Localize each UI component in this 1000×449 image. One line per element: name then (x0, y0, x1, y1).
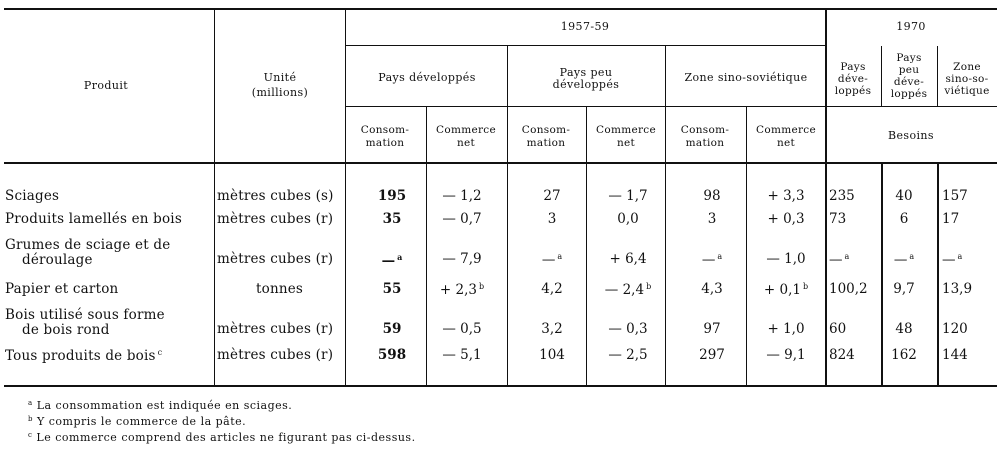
header-commerce-net: Commerce (436, 124, 496, 136)
header-group-sino: Zone sino-soviétique (684, 71, 808, 84)
vrule-produit (214, 8, 215, 386)
cell-n2: — 2,4 $^b$ (604, 282, 652, 298)
footnote-marker: b (478, 282, 485, 291)
header-1970-peu: peu (898, 64, 920, 76)
cell-n1: — 7,9 (442, 251, 482, 267)
row-product-label: Tous produits de bois $^c$ (5, 348, 163, 364)
footnote-marker: a (397, 252, 403, 262)
vrule-1957-mid2 (665, 45, 666, 386)
cell-b2: 162 (891, 347, 917, 363)
cell-b2: 48 (895, 321, 913, 337)
vrule-1957-mid1 (507, 45, 508, 386)
rule-period1-under (345, 45, 825, 46)
footnote-marker: c (157, 348, 163, 357)
header-besoins: Besoins (888, 129, 934, 142)
row-unit: mètres cubes (r) (217, 211, 334, 227)
footnote-marker: c (28, 431, 33, 439)
header-consommation: Consom- (680, 124, 730, 136)
header-1970-peu: loppés (890, 88, 928, 100)
cell-c3: 297 (699, 347, 725, 363)
vrule-1970 (825, 8, 827, 386)
cell-n2: — 0,3 (608, 321, 648, 337)
row-product-label: Produits lamellés en bois (5, 211, 182, 227)
header-1970-dev: loppés (834, 85, 872, 97)
cell-c1: 195 (377, 188, 407, 204)
cell-b2: 6 (899, 211, 909, 227)
row-product-label: Grumes de sciage et de (5, 237, 171, 253)
cell-c3: 98 (703, 188, 721, 204)
cell-b1: 824 (829, 347, 855, 363)
header-period-1970: 1970 (896, 20, 926, 33)
rule-groups-under (345, 106, 997, 107)
footnote-text: La consommation est indiquée en sciages. (36, 399, 293, 412)
footnote-marker: a (28, 399, 33, 407)
cell-n3: + 1,0 (767, 321, 805, 337)
vrule-b1-head (881, 46, 882, 107)
cell-c3: 3 (707, 211, 717, 227)
cell-n3: — 1,0 (766, 251, 806, 267)
row-product-label: Papier et carton (5, 281, 119, 297)
cell-c3: 97 (703, 321, 721, 337)
header-commerce-net: net (456, 137, 476, 149)
vrule-unite (345, 8, 346, 386)
row-unit: mètres cubes (s) (217, 188, 334, 204)
header-1970-dev: Pays (840, 61, 866, 73)
cell-c2: 27 (543, 188, 561, 204)
header-1970-dev: déve- (837, 73, 869, 85)
vrule-b2-body (937, 163, 939, 386)
footnote-marker: a (717, 252, 723, 261)
header-consommation: mation (685, 137, 725, 149)
cell-b3: — $^a$ (942, 252, 963, 268)
header-group-developed: Pays développés (378, 71, 476, 84)
vrule-c1 (426, 106, 427, 386)
cell-c2: 4,2 (541, 281, 563, 297)
rule-top (4, 8, 997, 10)
header-1970-sino: sino-so- (945, 73, 989, 85)
footnote-text: Y compris le commerce de la pâte. (36, 415, 247, 428)
header-1970-sino: Zone (953, 61, 981, 73)
footnote-marker: b (802, 282, 809, 291)
cell-c2: — $^a$ (541, 252, 563, 268)
footnote-text: Le commerce comprend des articles ne figurant pas ci-dessus. (36, 431, 416, 444)
cell-n3: + 3,3 (767, 188, 805, 204)
vrule-b1-body (881, 163, 883, 386)
header-commerce-net: Commerce (596, 124, 656, 136)
cell-n2: + 6,4 (609, 251, 647, 267)
cell-b2: 40 (895, 188, 913, 204)
footnote (28, 432, 416, 443)
cell-n2: — 2,5 (608, 347, 648, 363)
header-consommation: Consom- (360, 124, 410, 136)
row-product-label: Sciages (5, 188, 60, 204)
cell-n1: — 0,7 (442, 211, 482, 227)
cell-n3: — 9,1 (766, 347, 806, 363)
cell-n1: — 0,5 (442, 321, 482, 337)
header-commerce-net: net (616, 137, 636, 149)
header-consommation: mation (365, 137, 405, 149)
header-commerce-net: net (776, 137, 796, 149)
header-1970-peu: déve- (893, 76, 925, 88)
cell-c1: — $^a$ (381, 252, 403, 269)
cell-c3: 4,3 (701, 281, 723, 297)
row-unit: mètres cubes (r) (217, 347, 334, 363)
footnote-marker: a (909, 252, 915, 261)
cell-b1: 73 (829, 211, 847, 227)
footnote (28, 400, 292, 411)
header-produit: Produit (83, 79, 129, 92)
cell-c1: 59 (382, 321, 402, 337)
rule-bottom (4, 385, 997, 387)
cell-n1: — 5,1 (442, 347, 482, 363)
header-period-1957: 1957-59 (560, 20, 610, 33)
header-unite-sub: (millions) (251, 86, 309, 99)
row-product-label: de bois rond (22, 322, 110, 338)
row-product-label: déroulage (22, 252, 93, 268)
header-1970-sino: viétique (944, 85, 990, 97)
cell-b3: 157 (942, 188, 968, 204)
header-group-less-developed: Pays peu (559, 66, 613, 79)
cell-b1: — $^a$ (829, 252, 850, 268)
vrule-c2 (586, 106, 587, 386)
cell-b2: — $^a$ (893, 252, 915, 268)
row-unit: mètres cubes (r) (217, 251, 334, 267)
footnote-marker: b (28, 415, 33, 423)
row-unit: tonnes (256, 281, 304, 297)
footnote-marker: a (557, 252, 563, 261)
cell-b3: 144 (942, 347, 968, 363)
header-group-less-developed-2: développés (552, 78, 620, 91)
cell-n2: 0,0 (617, 211, 639, 227)
cell-c3: — $^a$ (701, 252, 723, 268)
header-consommation: mation (526, 137, 566, 149)
cell-b1: 60 (829, 321, 847, 337)
cell-n1: — 1,2 (442, 188, 482, 204)
vrule-b2-head (937, 46, 938, 107)
cell-n3: + 0,1 $^b$ (763, 282, 809, 298)
header-unite: Unité (263, 71, 297, 84)
cell-c2: 3,2 (541, 321, 563, 337)
row-unit: mètres cubes (r) (217, 321, 334, 337)
cell-c1: 55 (382, 281, 402, 297)
cell-n2: — 1,7 (608, 188, 648, 204)
cell-c2: 3 (547, 211, 557, 227)
cell-b3: 13,9 (942, 281, 973, 297)
cell-c1: 35 (382, 211, 402, 227)
footnote-marker: a (844, 252, 850, 261)
cell-n1: + 2,3 $^b$ (439, 282, 485, 298)
footnote-marker: b (646, 282, 652, 291)
footnote (28, 416, 246, 427)
cell-b3: 17 (942, 211, 960, 227)
cell-b3: 120 (942, 321, 968, 337)
header-1970-peu: Pays (896, 52, 922, 64)
row-product-label: Bois utilisé sous forme (5, 307, 165, 323)
header-commerce-net: Commerce (756, 124, 816, 136)
header-consommation: Consom- (521, 124, 571, 136)
cell-c1: 598 (377, 347, 407, 363)
cell-b1: 235 (829, 188, 855, 204)
vrule-c3 (746, 106, 747, 386)
footnote-marker: a (957, 252, 963, 261)
rule-header-bottom (4, 162, 997, 164)
cell-b2: 9,7 (893, 281, 915, 297)
cell-b1: 100,2 (829, 281, 868, 297)
cell-c2: 104 (539, 347, 565, 363)
cell-n3: + 0,3 (767, 211, 805, 227)
